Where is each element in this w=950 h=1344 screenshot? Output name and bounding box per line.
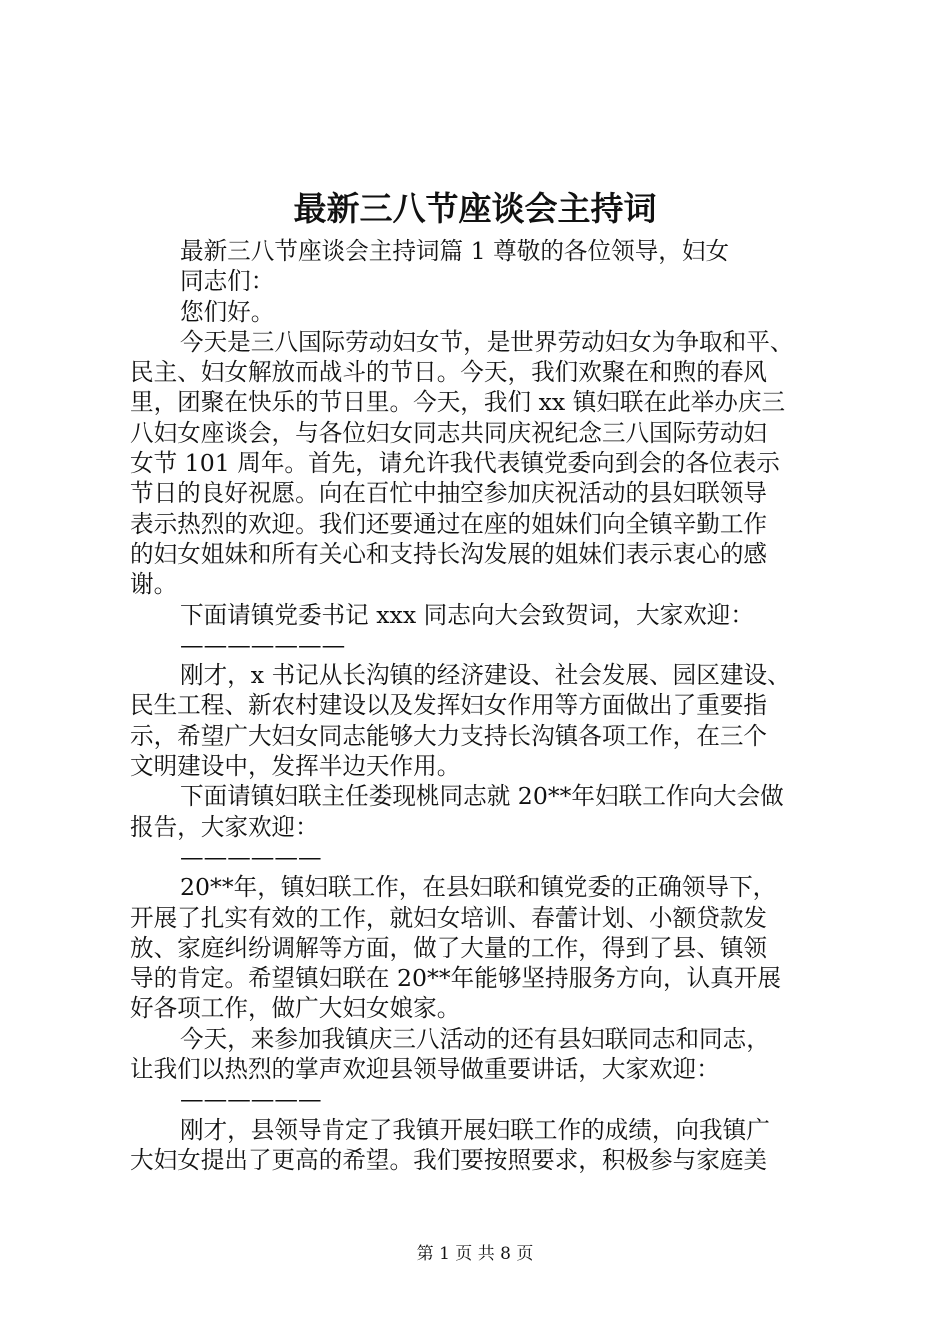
text-line: 女节 101 周年。首先，请允许我代表镇党委向到会的各位表示 bbox=[130, 449, 780, 478]
text-line: —————— bbox=[180, 842, 322, 871]
text-line: 开展了扎实有效的工作，就妇女培训、春蕾计划、小额贷款发 bbox=[130, 903, 768, 932]
text-line: 今天是三八国际劳动妇女节，是世界劳动妇女为争取和平、 bbox=[180, 327, 794, 356]
text-line: 节日的良好祝愿。向在百忙中抽空参加庆祝活动的县妇联领导 bbox=[130, 479, 768, 508]
text-line: 同志们： bbox=[180, 267, 275, 296]
text-line: 让我们以热烈的掌声欢迎县领导做重要讲话，大家欢迎： bbox=[130, 1055, 720, 1084]
text-line: 里，团聚在快乐的节日里。今天，我们 xx 镇妇联在此举办庆三 bbox=[130, 388, 786, 417]
text-line: —————— bbox=[180, 1085, 322, 1114]
text-line: 今天，来参加我镇庆三八活动的还有县妇联同志和同志， bbox=[180, 1024, 770, 1053]
text-line: ——————— bbox=[180, 630, 346, 659]
text-line: 好各项工作，做广大妇女娘家。 bbox=[130, 994, 461, 1023]
text-line: 报告，大家欢迎： bbox=[130, 812, 319, 841]
text-line: 下面请镇妇联主任娄现桃同志就 20**年妇联工作向大会做 bbox=[180, 782, 784, 811]
text-line: 下面请镇党委书记 xxx 同志向大会致贺词，大家欢迎： bbox=[180, 600, 754, 629]
text-line: 放、家庭纠纷调解等方面，做了大量的工作，得到了县、镇领 bbox=[130, 933, 768, 962]
text-line: 您们好。 bbox=[180, 297, 275, 326]
text-line: 大妇女提出了更高的希望。我们要按照要求，积极参与家庭美 bbox=[130, 1145, 768, 1174]
text-line: 文明建设中，发挥半边天作用。 bbox=[130, 752, 461, 781]
text-line: 导的肯定。希望镇妇联在 20**年能够坚持服务方向，认真开展 bbox=[130, 964, 781, 993]
text-line: 民主、妇女解放而战斗的节日。今天，我们欢聚在和煦的春风 bbox=[130, 358, 768, 387]
document-title: 最新三八节座谈会主持词 bbox=[293, 189, 657, 228]
text-line: 20**年，镇妇联工作，在县妇联和镇党委的正确领导下， bbox=[180, 873, 777, 902]
text-line: 民生工程、新农村建设以及发挥妇女作用等方面做出了重要指 bbox=[130, 691, 768, 720]
text-line: 八妇女座谈会，与各位妇女同志共同庆祝纪念三八国际劳动妇 bbox=[130, 418, 768, 447]
text-line: 刚才，x 书记从长沟镇的经济建设、社会发展、园区建设、 bbox=[180, 661, 791, 690]
text-line: 的妇女姐妹和所有关心和支持长沟发展的姐妹们表示衷心的感 bbox=[130, 539, 768, 568]
page-footer: 第 1 页 共 8 页 bbox=[416, 1244, 534, 1264]
text-line: 最新三八节座谈会主持词篇 1 尊敬的各位领导，妇女 bbox=[180, 237, 730, 265]
text-line: 谢。 bbox=[130, 570, 178, 599]
document-body bbox=[130, 236, 842, 1175]
text-line: 示，希望广大妇女同志能够大力支持长沟镇各项工作，在三个 bbox=[130, 721, 768, 750]
text-line: 表示热烈的欢迎。我们还要通过在座的姐妹们向全镇辛勤工作 bbox=[130, 509, 768, 538]
text-line: 刚才，县领导肯定了我镇开展妇联工作的成绩，向我镇广 bbox=[180, 1115, 770, 1144]
